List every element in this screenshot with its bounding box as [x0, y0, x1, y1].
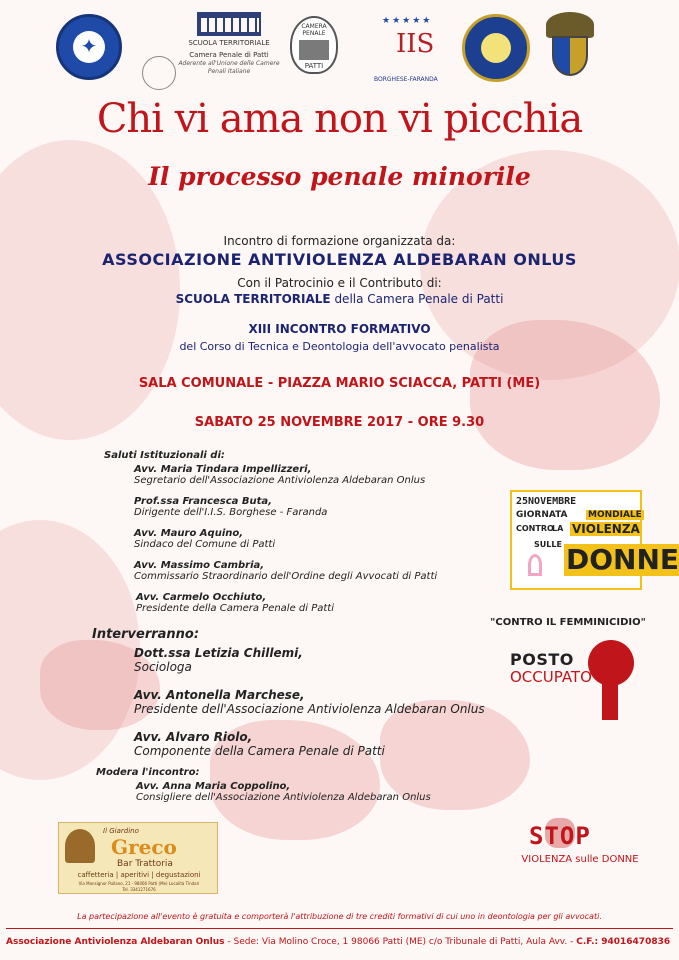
greco-tel: Tel. 3341271676 [122, 887, 156, 892]
ordine-avvocati-logo [462, 14, 530, 82]
iis-logo-sub: BORGHESE-FARANDA [374, 76, 438, 83]
posto-occupato-icon [588, 640, 634, 720]
stop-title: STOP [529, 822, 591, 850]
page-subtitle: Il processo penale minorile [148, 162, 531, 191]
incontro-label: Incontro di formazione organizzata da: [223, 234, 456, 248]
eagle-icon [546, 12, 594, 38]
patron-name [0, 292, 679, 306]
badge-contro: CONTRO [516, 524, 554, 533]
footer [0, 928, 679, 960]
saluti-person [136, 592, 334, 614]
temple-icon [197, 12, 261, 36]
scuola-logo-line1: SCUOLA TERRITORIALE [188, 39, 270, 47]
person-name: Avv. Carmelo Occhiuto, [136, 592, 267, 603]
badge-sulle: SULLE [534, 540, 562, 549]
iis-borghese-faranda-logo [374, 16, 450, 88]
scuola-territoriale-logo [178, 12, 280, 82]
speaker-name: Avv. Antonella Marchese, [134, 688, 305, 702]
person-name: Prof.ssa Francesca Buta, [134, 496, 272, 507]
badge-mondiale: MONDIALE [588, 510, 642, 520]
saluti-person [134, 528, 275, 550]
person-role: Dirigente dell'I.I.S. Borghese - Faranda [134, 507, 328, 518]
badge-giornata: GIORNATA [516, 510, 568, 520]
footer-divider [6, 928, 673, 929]
footer-org: Associazione Antiviolenza Aldebaran Onlus [6, 937, 225, 947]
person-name: Avv. Massimo Cambria, [134, 560, 265, 571]
badge-la: LA [552, 524, 564, 533]
speaker-role: Componente della Camera Penale di Patti [134, 744, 385, 758]
shield-icon [552, 36, 588, 76]
femminicidio-slogan: "CONTRO IL FEMMINICIDIO" [490, 617, 646, 628]
helmet-icon [65, 829, 95, 863]
saluti-person [134, 496, 327, 518]
speaker [134, 646, 303, 674]
posto-occupato-line1: POSTO [510, 650, 574, 669]
badge-donne: DONNE [564, 544, 679, 576]
speaker-role: Presidente dell'Associazione Antiviolenza Aldebaran Onlus [134, 702, 485, 716]
building-icon [299, 40, 329, 60]
moderatore-heading: Modera l'incontro: [96, 767, 200, 778]
footer-text [6, 937, 673, 947]
camera-logo-bottom: PATTI [304, 62, 324, 70]
saluti-person [134, 464, 425, 486]
organizer-name: ASSOCIAZIONE ANTIVIOLENZA ALDEBARAN ONLUS [102, 250, 577, 269]
person-role: Commissario Straordinario dell'Ordine degli Avvocati di Patti [134, 571, 438, 582]
person-role: Segretario dell'Associazione Antiviolenza Aldebaran Onlus [134, 475, 426, 486]
speaker-role: Sociologa [134, 660, 192, 674]
patrocinio-label: Con il Patrocinio e il Contributo di: [237, 276, 442, 290]
camera-logo-top: CAMERA PENALE [301, 23, 327, 37]
greco-type: Bar Trattoria [117, 859, 173, 869]
corso-description: del Corso di Tecnica e Deontologia dell'avvocato penalista [179, 340, 500, 353]
posto-occupato-line2: OCCUPATO [510, 668, 592, 686]
moderatore-role: Consigliere dell'Associazione Antiviolenza Aldebaran Onlus [136, 792, 431, 803]
badge-violenza: VIOLENZA [572, 522, 640, 536]
patron-name-rest: della Camera Penale di Patti [330, 292, 504, 306]
person-role: Sindaco del Comune di Patti [134, 539, 276, 550]
patron-name-bold: SCUOLA TERRITORIALE [175, 292, 331, 306]
saluti-heading: Saluti Istituzionali di: [104, 450, 225, 461]
footer-details: - Sede: Via Molino Croce, 1 98066 Patti (ME) c/o Tribunale di Patti, Aula Avv. - [224, 937, 577, 947]
sponsor-logos [0, 8, 679, 88]
stop-subtitle: VIOLENZA sulle DONNE [521, 854, 639, 865]
person-role: Presidente della Camera Penale di Patti [136, 603, 334, 614]
speaker [134, 688, 485, 716]
scuola-logo-line3: Aderente all'Unione delle Camere Penali Italiane [178, 60, 280, 75]
page-title: Chi vi ama non vi picchia [96, 96, 583, 142]
event-date: SABATO 25 NOVEMBRE 2017 - ORE 9.30 [194, 415, 485, 430]
giornata-mondiale-badge [510, 490, 679, 590]
greco-name: Greco [111, 835, 177, 859]
iis-logo-text: IIS [396, 29, 435, 59]
interventi-heading: Interverranno: [92, 627, 200, 642]
speaker-name: Dott.ssa Letizia Chillemi, [134, 646, 303, 660]
comune-patti-crest [540, 12, 600, 88]
greco-bar-logo [58, 822, 218, 894]
speaker-name: Avv. Alvaro Riolo, [134, 730, 253, 744]
moderatore-name: Avv. Anna Maria Coppolino, [136, 781, 291, 792]
camere-penali-seal-icon [142, 56, 176, 90]
speaker [134, 730, 385, 758]
greco-services: caffetteria | aperitivi | degustazioni [77, 871, 201, 879]
badge-date: 25NOVEMBRE [516, 496, 577, 507]
event-location: SALA COMUNALE - PIAZZA MARIO SCIACCA, PATTI (ME) [138, 376, 541, 391]
pink-ribbon-icon [528, 554, 542, 576]
stars-icon: ★★★★★ [382, 16, 433, 26]
camera-penale-logo [290, 16, 338, 74]
person-name: Avv. Maria Tindara Impellizzeri, [134, 464, 312, 475]
footer-cf: C.F.: 94016470836 [576, 937, 671, 947]
saluti-person [134, 560, 437, 582]
aldebaran-logo: ✦ [56, 14, 122, 80]
credits-footnote: La partecipazione all'evento è gratuita e comporterà l'attribuzione di tre crediti formativi di cui uno in deontologia per gli avvocati. [77, 912, 602, 921]
stop-violenza-logo [505, 818, 655, 878]
scuola-logo-line2: Camera Penale di Patti [189, 51, 269, 59]
incontro-formativo: XIII INCONTRO FORMATIVO [248, 322, 431, 336]
greco-prefix: Il Giardino [103, 827, 139, 835]
greco-address: Via Monsignor Pullano, 21 - 98066 Patti (Me) Località Tindari [78, 881, 200, 886]
moderatore [136, 781, 431, 803]
person-name: Avv. Mauro Aquino, [134, 528, 244, 539]
